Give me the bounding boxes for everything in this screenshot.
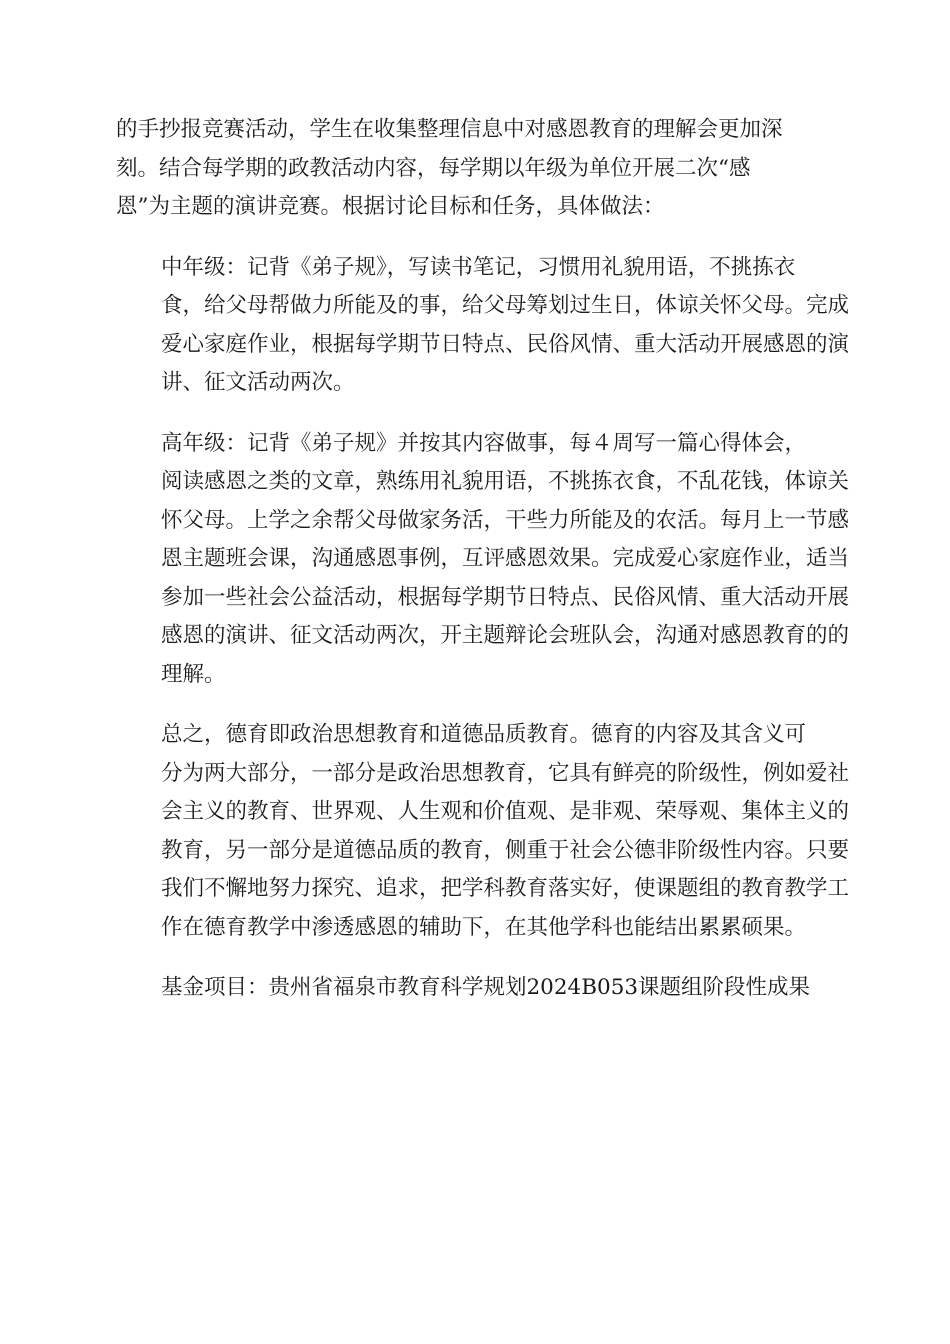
text-line: 作在德育教学中渗透感恩的辅助下，在其他学科也能结出累累硕果。 — [161, 914, 807, 940]
text-line: 分为两大部分，一部分是政治思想教育，它具有鲜亮的阶级性，例如爱社 — [161, 760, 850, 786]
text-line: 怀父母。上学之余帮父母做家务活，干些力所能及的农活。每月上一节感 — [161, 507, 850, 533]
text-line: 中年级：记背《弟子规》，写读书笔记，习惯用礼貌用语，不挑拣衣 — [161, 254, 796, 280]
text-line: 参加一些社会公益活动，根据每学期节日特点、民俗风情、重大活动开展 — [161, 584, 850, 610]
text-line: 爱心家庭作业，根据每学期节日特点、民俗风情、重大活动开展感恩的演 — [161, 331, 850, 357]
text-line: 讲、征文活动两次。 — [161, 370, 355, 395]
paragraph-funding-note — [116, 969, 830, 1008]
text-line: 刻。结合每学期的政教活动内容，每学期以年级为单位开展二次“感 — [116, 155, 751, 181]
text-line: 基金项目：贵州省福泉市教育科学规划2024B053课题组阶段性成果 — [161, 975, 811, 1000]
paragraph-intro-continuation — [116, 111, 830, 227]
paragraph-upper-grade — [116, 425, 850, 695]
text-line: 感恩的演讲、征文活动两次，开主题辩论会班队会，沟通对感恩教育的的 — [161, 623, 850, 648]
paragraph-middle-grade — [116, 249, 850, 403]
paragraph-conclusion — [116, 716, 850, 947]
text-line: 高年级：记背《弟子规》并按其内容做事，每４周写一篇心得体会， — [161, 430, 807, 456]
text-line: 我们不懈地努力探究、追求，把学科教育落实好，使课题组的教育教学工 — [161, 876, 850, 901]
text-line: 总之，德育即政治思想教育和道德品质教育。德育的内容及其含义可 — [161, 722, 807, 747]
document-body — [116, 111, 850, 1030]
text-line: 教育，另一部分是道德品质的教育，侧重于社会公德非阶级性内容。只要 — [161, 837, 850, 863]
text-line: 阅读感恩之类的文章，熟练用礼貌用语，不挑拣衣食，不乱花钱，体谅关 — [161, 469, 850, 494]
text-line: 食，给父母帮做力所能及的事，给父母筹划过生日，体谅关怀父母。完成 — [161, 293, 850, 318]
text-line: 恩”为主题的演讲竞赛。根据讨论目标和任务，具体做法： — [116, 194, 665, 219]
text-line: 理解。 — [161, 661, 226, 687]
text-line: 恩主题班会课，沟通感恩事例，互评感恩效果。完成爱心家庭作业，适当 — [161, 546, 850, 571]
text-line: 会主义的教育、世界观、人生观和价值观、是非观、荣辱观、集体主义的 — [161, 799, 850, 824]
text-line: 的手抄报竞赛活动，学生在收集整理信息中对感恩教育的理解会更加深 — [116, 117, 783, 142]
